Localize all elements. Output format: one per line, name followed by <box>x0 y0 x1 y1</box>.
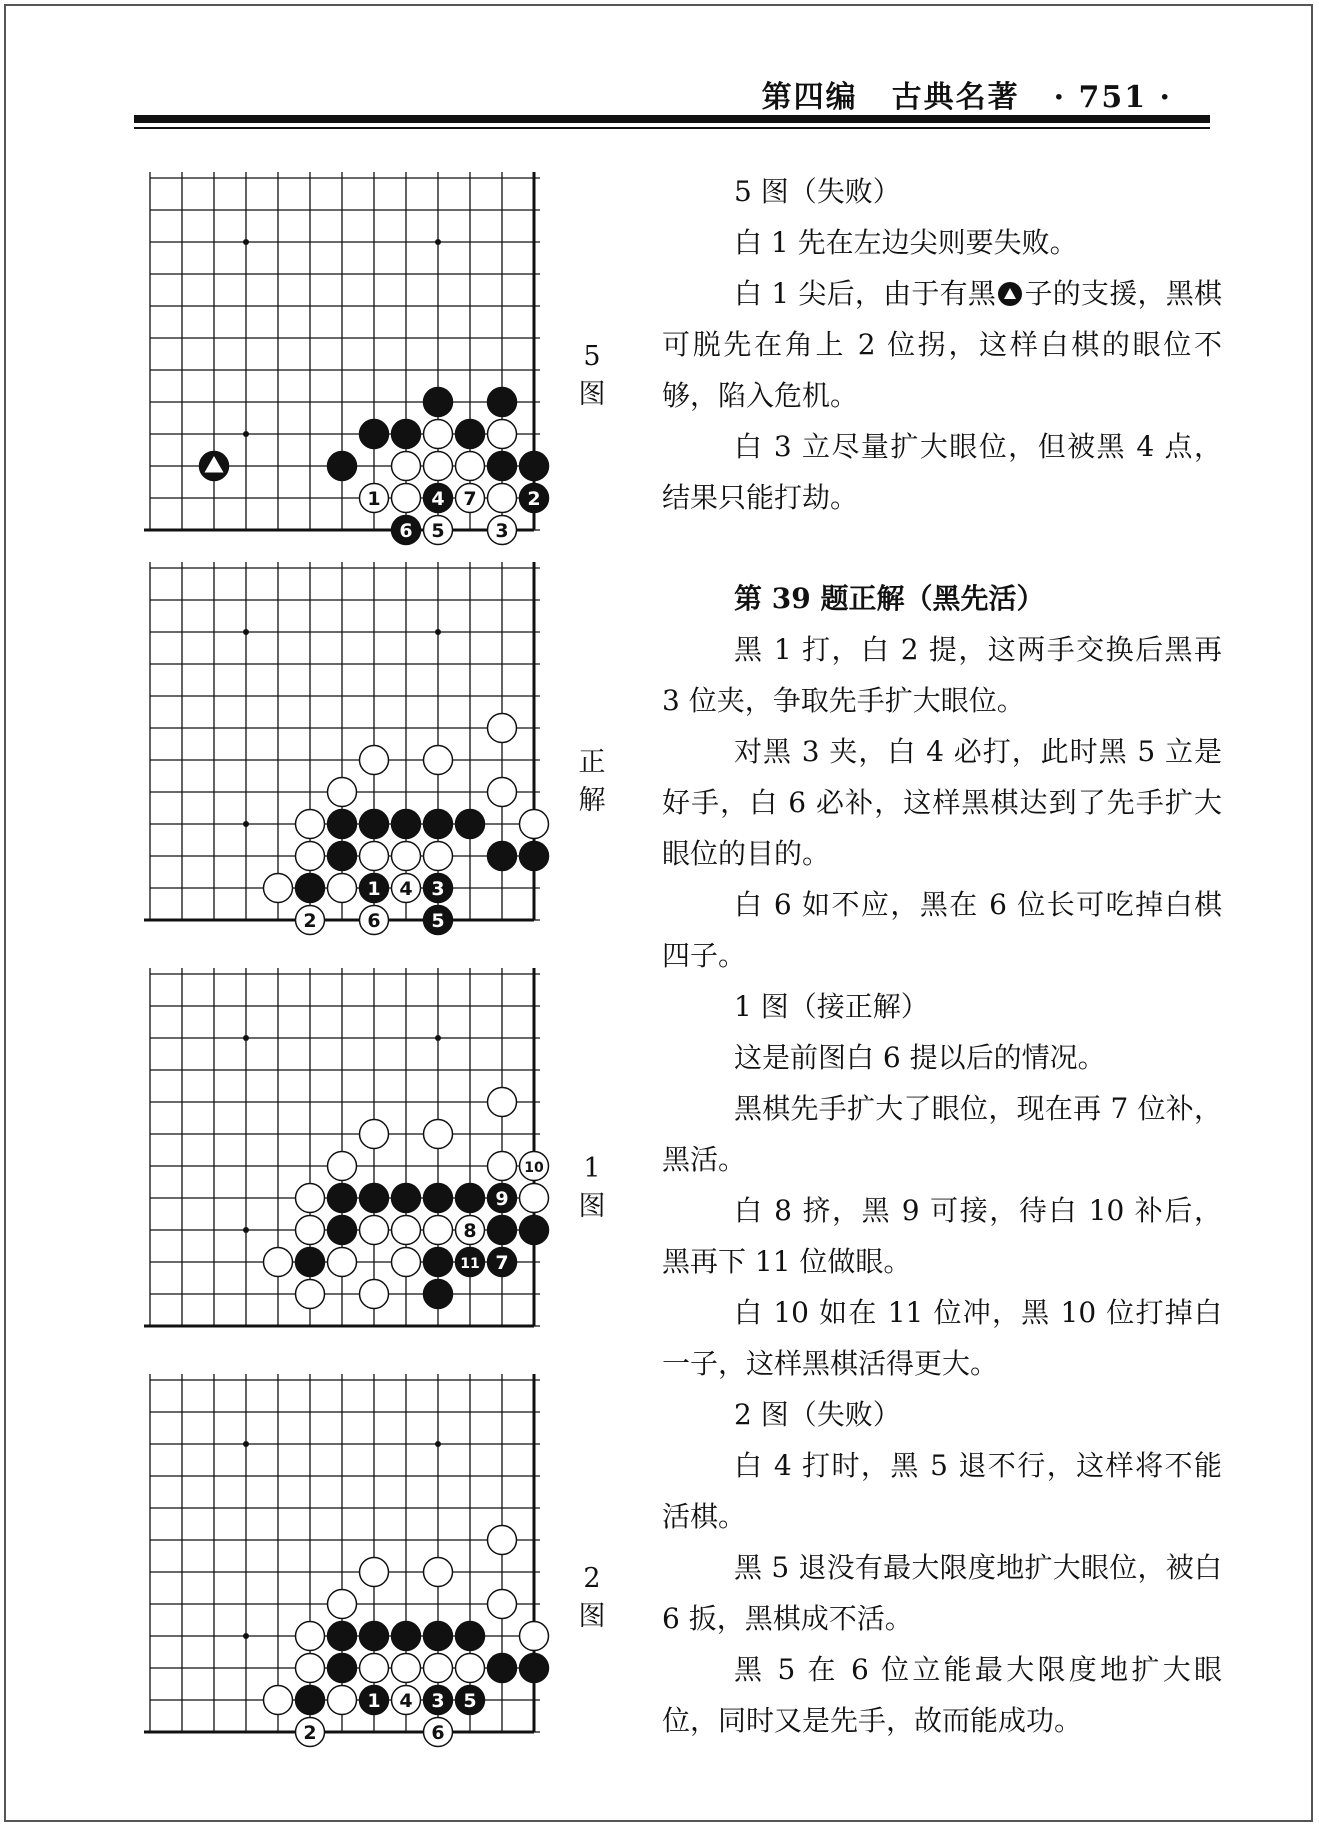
diagram-2-paragraph: 白 4 打时，黑 5 退不行，这样将不能活棋。 <box>662 1449 1222 1533</box>
diagram-label-1 <box>572 1150 612 1226</box>
white-stone <box>520 1622 549 1651</box>
white-stone <box>328 1152 357 1181</box>
star-point <box>243 1633 249 1639</box>
black-stone <box>360 1622 389 1651</box>
answer-paragraph: 对黑 3 夹，白 4 必打，此时黑 5 立是好手，白 6 必补，这样黑棋达到了先手扩大眼位的目的。 <box>662 735 1222 870</box>
spacer <box>662 523 1222 573</box>
star-point <box>435 239 441 245</box>
star-point <box>243 239 249 245</box>
running-head <box>762 72 1172 116</box>
page-header <box>134 58 1210 128</box>
white-stone <box>424 1216 453 1245</box>
move-number: 5 <box>431 910 445 932</box>
problem-39-answer-title: 第 39 题正解（黑先活） <box>734 582 1045 615</box>
diagram-2-title: 2 图（失败） <box>734 1398 901 1431</box>
black-stone <box>488 388 517 417</box>
star-point <box>435 1035 441 1041</box>
diagram-label-5 <box>572 338 612 414</box>
move-number: 6 <box>399 520 413 542</box>
text-span: 白 1 尖后，由于有黑 <box>734 277 997 310</box>
go-board-diagram-1 <box>144 968 556 1308</box>
diagram-label-answer <box>572 744 612 820</box>
white-stone <box>328 874 357 903</box>
black-stone <box>488 842 517 871</box>
black-stone <box>488 1216 517 1245</box>
black-stone <box>488 1654 517 1683</box>
black-stone <box>424 388 453 417</box>
answer-paragraph: 白 6 如不应，黑在 6 位长可吃掉白棋四子。 <box>662 888 1222 972</box>
star-point <box>243 629 249 635</box>
move-number: 9 <box>495 1188 509 1210</box>
white-stone <box>296 1184 325 1213</box>
move-number: 2 <box>527 488 541 510</box>
white-stone <box>456 1654 485 1683</box>
black-stone <box>328 842 357 871</box>
move-number: 2 <box>303 1722 317 1744</box>
label-line: 2 <box>583 1563 601 1594</box>
white-stone <box>424 1654 453 1683</box>
black-stone <box>360 810 389 839</box>
commentary-column <box>662 166 1222 1746</box>
white-stone <box>296 842 325 871</box>
white-stone <box>392 484 421 513</box>
white-stone <box>424 842 453 871</box>
white-stone <box>264 1248 293 1277</box>
white-stone <box>264 874 293 903</box>
diagram-1-paragraph: 这是前图白 6 提以后的情况。 <box>734 1041 1106 1074</box>
white-stone <box>392 842 421 871</box>
star-point <box>435 1441 441 1447</box>
label-line: 图 <box>578 1601 606 1632</box>
white-stone <box>424 420 453 449</box>
black-stone <box>488 452 517 481</box>
white-stone <box>328 778 357 807</box>
black-stone <box>392 810 421 839</box>
white-stone <box>392 452 421 481</box>
white-stone <box>392 1216 421 1245</box>
white-stone <box>392 1248 421 1277</box>
label-line: 正 <box>578 747 606 778</box>
header-rule-thick <box>134 115 1210 123</box>
star-point <box>243 821 249 827</box>
white-stone <box>488 1152 517 1181</box>
move-number: 4 <box>399 878 413 900</box>
black-stone <box>360 1184 389 1213</box>
move-number: 1 <box>367 488 381 510</box>
text-span: 子的支援，黑棋可脱先在角上 2 位拐，这样白棋的眼位不够，陷入危机。 <box>662 277 1222 412</box>
black-stone <box>328 1184 357 1213</box>
star-point <box>243 431 249 437</box>
label-line: 5 <box>583 341 601 372</box>
black-stone <box>296 1686 325 1715</box>
white-stone <box>296 810 325 839</box>
star-point <box>243 1227 249 1233</box>
white-stone <box>360 1216 389 1245</box>
header-rule-thin <box>134 127 1210 129</box>
white-stone <box>488 1590 517 1619</box>
black-stone <box>456 420 485 449</box>
white-stone <box>360 746 389 775</box>
black-triangle-stone-icon <box>998 282 1022 306</box>
move-number: 8 <box>463 1220 477 1242</box>
diagram-5-title: 5 图（失败） <box>734 175 901 208</box>
move-number: 4 <box>431 488 445 510</box>
board-svg <box>144 968 556 1308</box>
white-stone <box>488 1526 517 1555</box>
white-stone <box>296 1622 325 1651</box>
black-stone <box>520 1216 549 1245</box>
label-line: 解 <box>578 785 606 816</box>
label-line: 图 <box>578 1191 606 1222</box>
black-stone <box>328 1216 357 1245</box>
move-number: 5 <box>463 1690 477 1712</box>
white-stone <box>328 1590 357 1619</box>
diagram-5-paragraph <box>662 268 1222 421</box>
diagram-label-2 <box>572 1560 612 1636</box>
black-stone <box>328 1622 357 1651</box>
diagram-1-paragraph: 白 10 如在 11 位冲，黑 10 位打掉白一子，这样黑棋活得更大。 <box>662 1296 1222 1380</box>
white-stone <box>360 1558 389 1587</box>
book-title: 古典名著 <box>891 80 1020 115</box>
black-stone <box>456 810 485 839</box>
diagram-2-paragraph: 黑 5 在 6 位立能最大限度地扩大眼位，同时又是先手，故而能成功。 <box>662 1653 1222 1737</box>
white-stone <box>360 1120 389 1149</box>
go-board-diagram-answer <box>144 562 556 932</box>
star-point <box>243 1035 249 1041</box>
white-stone <box>392 1654 421 1683</box>
black-stone <box>424 1622 453 1651</box>
diagram-1-title: 1 图（接正解） <box>734 990 929 1023</box>
board-svg <box>144 172 556 542</box>
black-stone <box>424 1184 453 1213</box>
black-stone <box>392 1184 421 1213</box>
label-line: 图 <box>578 379 606 410</box>
white-stone <box>296 1216 325 1245</box>
go-board-diagram-5 <box>144 172 556 542</box>
black-stone <box>424 1248 453 1277</box>
white-stone <box>488 484 517 513</box>
section-title: 第四编 <box>761 80 858 115</box>
move-number: 6 <box>431 1722 445 1744</box>
black-stone <box>328 810 357 839</box>
white-stone <box>296 1280 325 1309</box>
move-number: 5 <box>431 520 445 542</box>
white-stone <box>296 1654 325 1683</box>
white-stone <box>424 746 453 775</box>
black-stone <box>392 1622 421 1651</box>
black-stone <box>520 842 549 871</box>
white-stone <box>520 1184 549 1213</box>
white-stone <box>264 1686 293 1715</box>
move-number: 7 <box>463 488 477 510</box>
white-stone <box>488 420 517 449</box>
page-number: · 751 · <box>1053 80 1172 115</box>
move-number: 4 <box>399 1690 413 1712</box>
diagram-1-paragraph: 黑棋先手扩大了眼位，现在再 7 位补，黑活。 <box>662 1092 1222 1176</box>
move-number: 1 <box>367 1690 381 1712</box>
white-stone <box>488 1088 517 1117</box>
move-number: 2 <box>303 910 317 932</box>
move-number: 6 <box>367 910 381 932</box>
white-stone <box>456 452 485 481</box>
black-stone <box>424 1280 453 1309</box>
star-point <box>243 1441 249 1447</box>
black-stone <box>328 1654 357 1683</box>
label-line: 1 <box>583 1153 601 1184</box>
move-number: 3 <box>495 520 509 542</box>
black-stone <box>520 452 549 481</box>
diagram-5-paragraph: 白 1 先在左边尖则要失败。 <box>734 226 1078 259</box>
white-stone <box>360 1654 389 1683</box>
move-number: 3 <box>431 1690 445 1712</box>
black-stone <box>424 810 453 839</box>
white-stone <box>360 1280 389 1309</box>
black-stone <box>296 874 325 903</box>
board-svg <box>144 562 556 932</box>
go-board-diagram-2 <box>144 1374 556 1744</box>
diagram-5-paragraph: 白 3 立尽量扩大眼位，但被黑 4 点，结果只能打劫。 <box>662 430 1222 514</box>
move-number: 1 <box>367 878 381 900</box>
white-stone <box>424 1558 453 1587</box>
answer-paragraph: 黑 1 打，白 2 提，这两手交换后黑再 3 位夹，争取先手扩大眼位。 <box>662 633 1222 717</box>
white-stone <box>328 1248 357 1277</box>
black-stone <box>328 452 357 481</box>
diagram-1-paragraph: 白 8 挤，黑 9 可接，待白 10 补后，黑再下 11 位做眼。 <box>662 1194 1222 1278</box>
white-stone <box>360 842 389 871</box>
black-stone <box>456 1622 485 1651</box>
black-stone <box>392 420 421 449</box>
white-stone <box>328 1686 357 1715</box>
move-number: 7 <box>495 1252 509 1274</box>
diagram-2-paragraph: 黑 5 退没有最大限度地扩大眼位，被白 6 扳，黑棋成不活。 <box>662 1551 1222 1635</box>
black-stone <box>360 420 389 449</box>
white-stone <box>520 810 549 839</box>
black-stone <box>296 1248 325 1277</box>
move-number: 10 <box>524 1160 544 1176</box>
move-number: 11 <box>460 1256 480 1272</box>
board-svg <box>144 1374 556 1744</box>
star-point <box>435 629 441 635</box>
white-stone <box>424 1120 453 1149</box>
black-stone <box>520 1654 549 1683</box>
white-stone <box>424 452 453 481</box>
white-stone <box>488 714 517 743</box>
black-stone <box>456 1184 485 1213</box>
white-stone <box>488 778 517 807</box>
move-number: 3 <box>431 878 445 900</box>
